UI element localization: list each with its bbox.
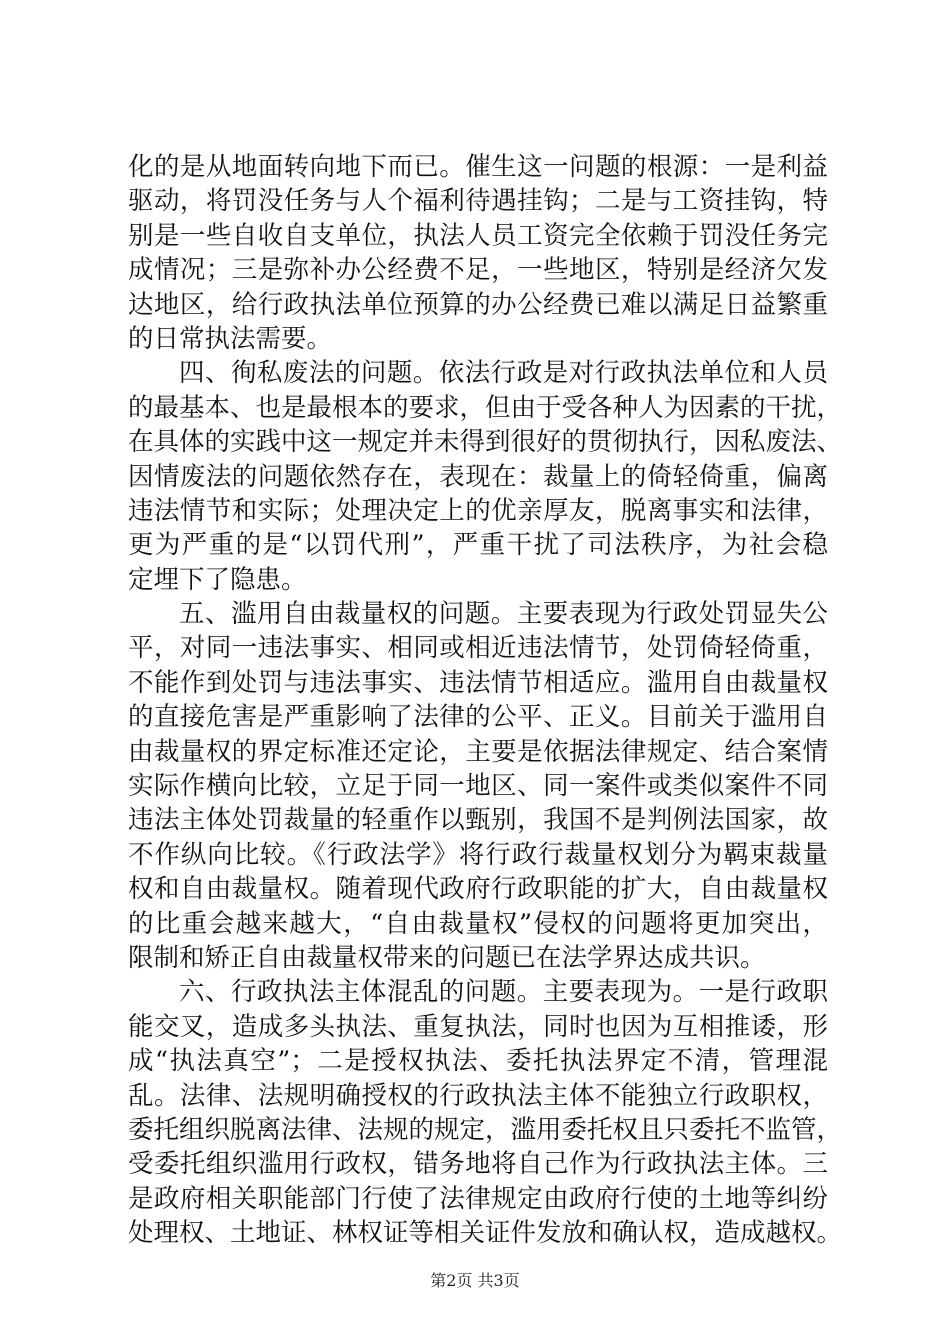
- text-line: 定埋下了隐患。: [128, 564, 307, 595]
- text-line: 乱。法律、法规明确授权的行政执法主体不能独立行政职权，: [128, 1080, 828, 1111]
- text-line: 化的是从地面转向地下而已。催生这一问题的根源：一是利益: [128, 152, 828, 182]
- text-line: 五、滥用自由裁量权的问题。主要表现为行政处罚显失公: [179, 599, 828, 630]
- paragraph: [128, 356, 843, 597]
- text-line: 能交叉，造成多头执法、重复执法，同时也因为互相推诿，形: [128, 1011, 828, 1042]
- text-line: 驱动，将罚没任务与人个福利待遇挂钩；二是与工资挂钩，特: [128, 186, 828, 217]
- text-line: 的直接危害是严重影响了法律的公平、正义。目前关于滥用自: [128, 702, 828, 733]
- text-line: 实际作横向比较，立足于同一地区、同一案件或类似案件不同: [128, 771, 828, 802]
- page-number-footer: 第2页 共3页: [430, 1271, 520, 1290]
- text-line: 因情废法的问题依然存在，表现在：裁量上的倚轻倚重，偏离: [128, 461, 828, 492]
- text-line: 在具体的实践中这一规定并未得到很好的贯彻执行，因私废法、: [128, 427, 843, 458]
- text-line: 四、徇私废法的问题。依法行政是对行政执法单位和人员: [179, 358, 828, 389]
- text-line: 六、行政执法主体混乱的问题。主要表现为。一是行政职: [179, 977, 828, 1008]
- text-line: 成“执法真空”；二是授权执法、委托执法界定不清，管理混: [128, 1046, 828, 1077]
- text-line: 不作纵向比较。《行政法学》将行政行裁量权划分为羁束裁量: [128, 839, 828, 870]
- paragraph: [128, 150, 828, 356]
- text-line: 限制和矫正自由裁量权带来的问题已在法学界达成共识。: [128, 942, 766, 973]
- text-line: 不能作到处罚与违法事实、违法情节相适应。滥用自由裁量权: [128, 667, 828, 698]
- paragraph: [128, 597, 828, 975]
- paragraph: [128, 975, 843, 1250]
- text-line: 委托组织脱离法律、法规的规定，滥用委托权且只委托不监管，: [128, 1114, 843, 1145]
- document-body: [128, 150, 843, 1251]
- text-line: 由裁量权的界定标准还定论，主要是依据法律规定、结合案情: [128, 736, 828, 767]
- text-line: 的日常执法需要。: [128, 323, 333, 354]
- text-line: 达地区，给行政执法单位预算的办公经费已难以满足日益繁重: [128, 289, 828, 320]
- text-line: 权和自由裁量权。随着现代政府行政职能的扩大，自由裁量权: [128, 874, 828, 905]
- text-line: 的比重会越来越大，“自由裁量权”侵权的问题将更加突出，: [128, 908, 828, 939]
- text-line: 违法主体处罚裁量的轻重作以甄别，我国不是判例法国家，故: [128, 805, 828, 836]
- text-line: 受委托组织滥用行政权，错务地将自己作为行政执法主体。三: [128, 1149, 828, 1180]
- text-line: 更为严重的是“以罚代刑”，严重干扰了司法秩序，为社会稳: [128, 530, 828, 561]
- text-line: 平，对同一违法事实、相同或相近违法情节，处罚倚轻倚重，: [128, 633, 828, 664]
- text-line: 成情况；三是弥补办公经费不足，一些地区，特别是经济欠发: [128, 255, 828, 286]
- text-line: 是政府相关职能部门行使了法律规定由政府行使的土地等纠纷: [128, 1183, 828, 1214]
- text-line: 违法情节和实际；处理决定上的优亲厚友，脱离事实和法律，: [128, 495, 828, 526]
- text-line: 别是一些自收自支单位，执法人员工资完全依赖于罚没任务完: [128, 220, 828, 251]
- text-line: 的最基本、也是最根本的要求，但由于受各种人为因素的干扰，: [128, 392, 843, 423]
- text-line: 处理权、土地证、林权证等相关证件发放和确认权，造成越权。: [128, 1218, 843, 1249]
